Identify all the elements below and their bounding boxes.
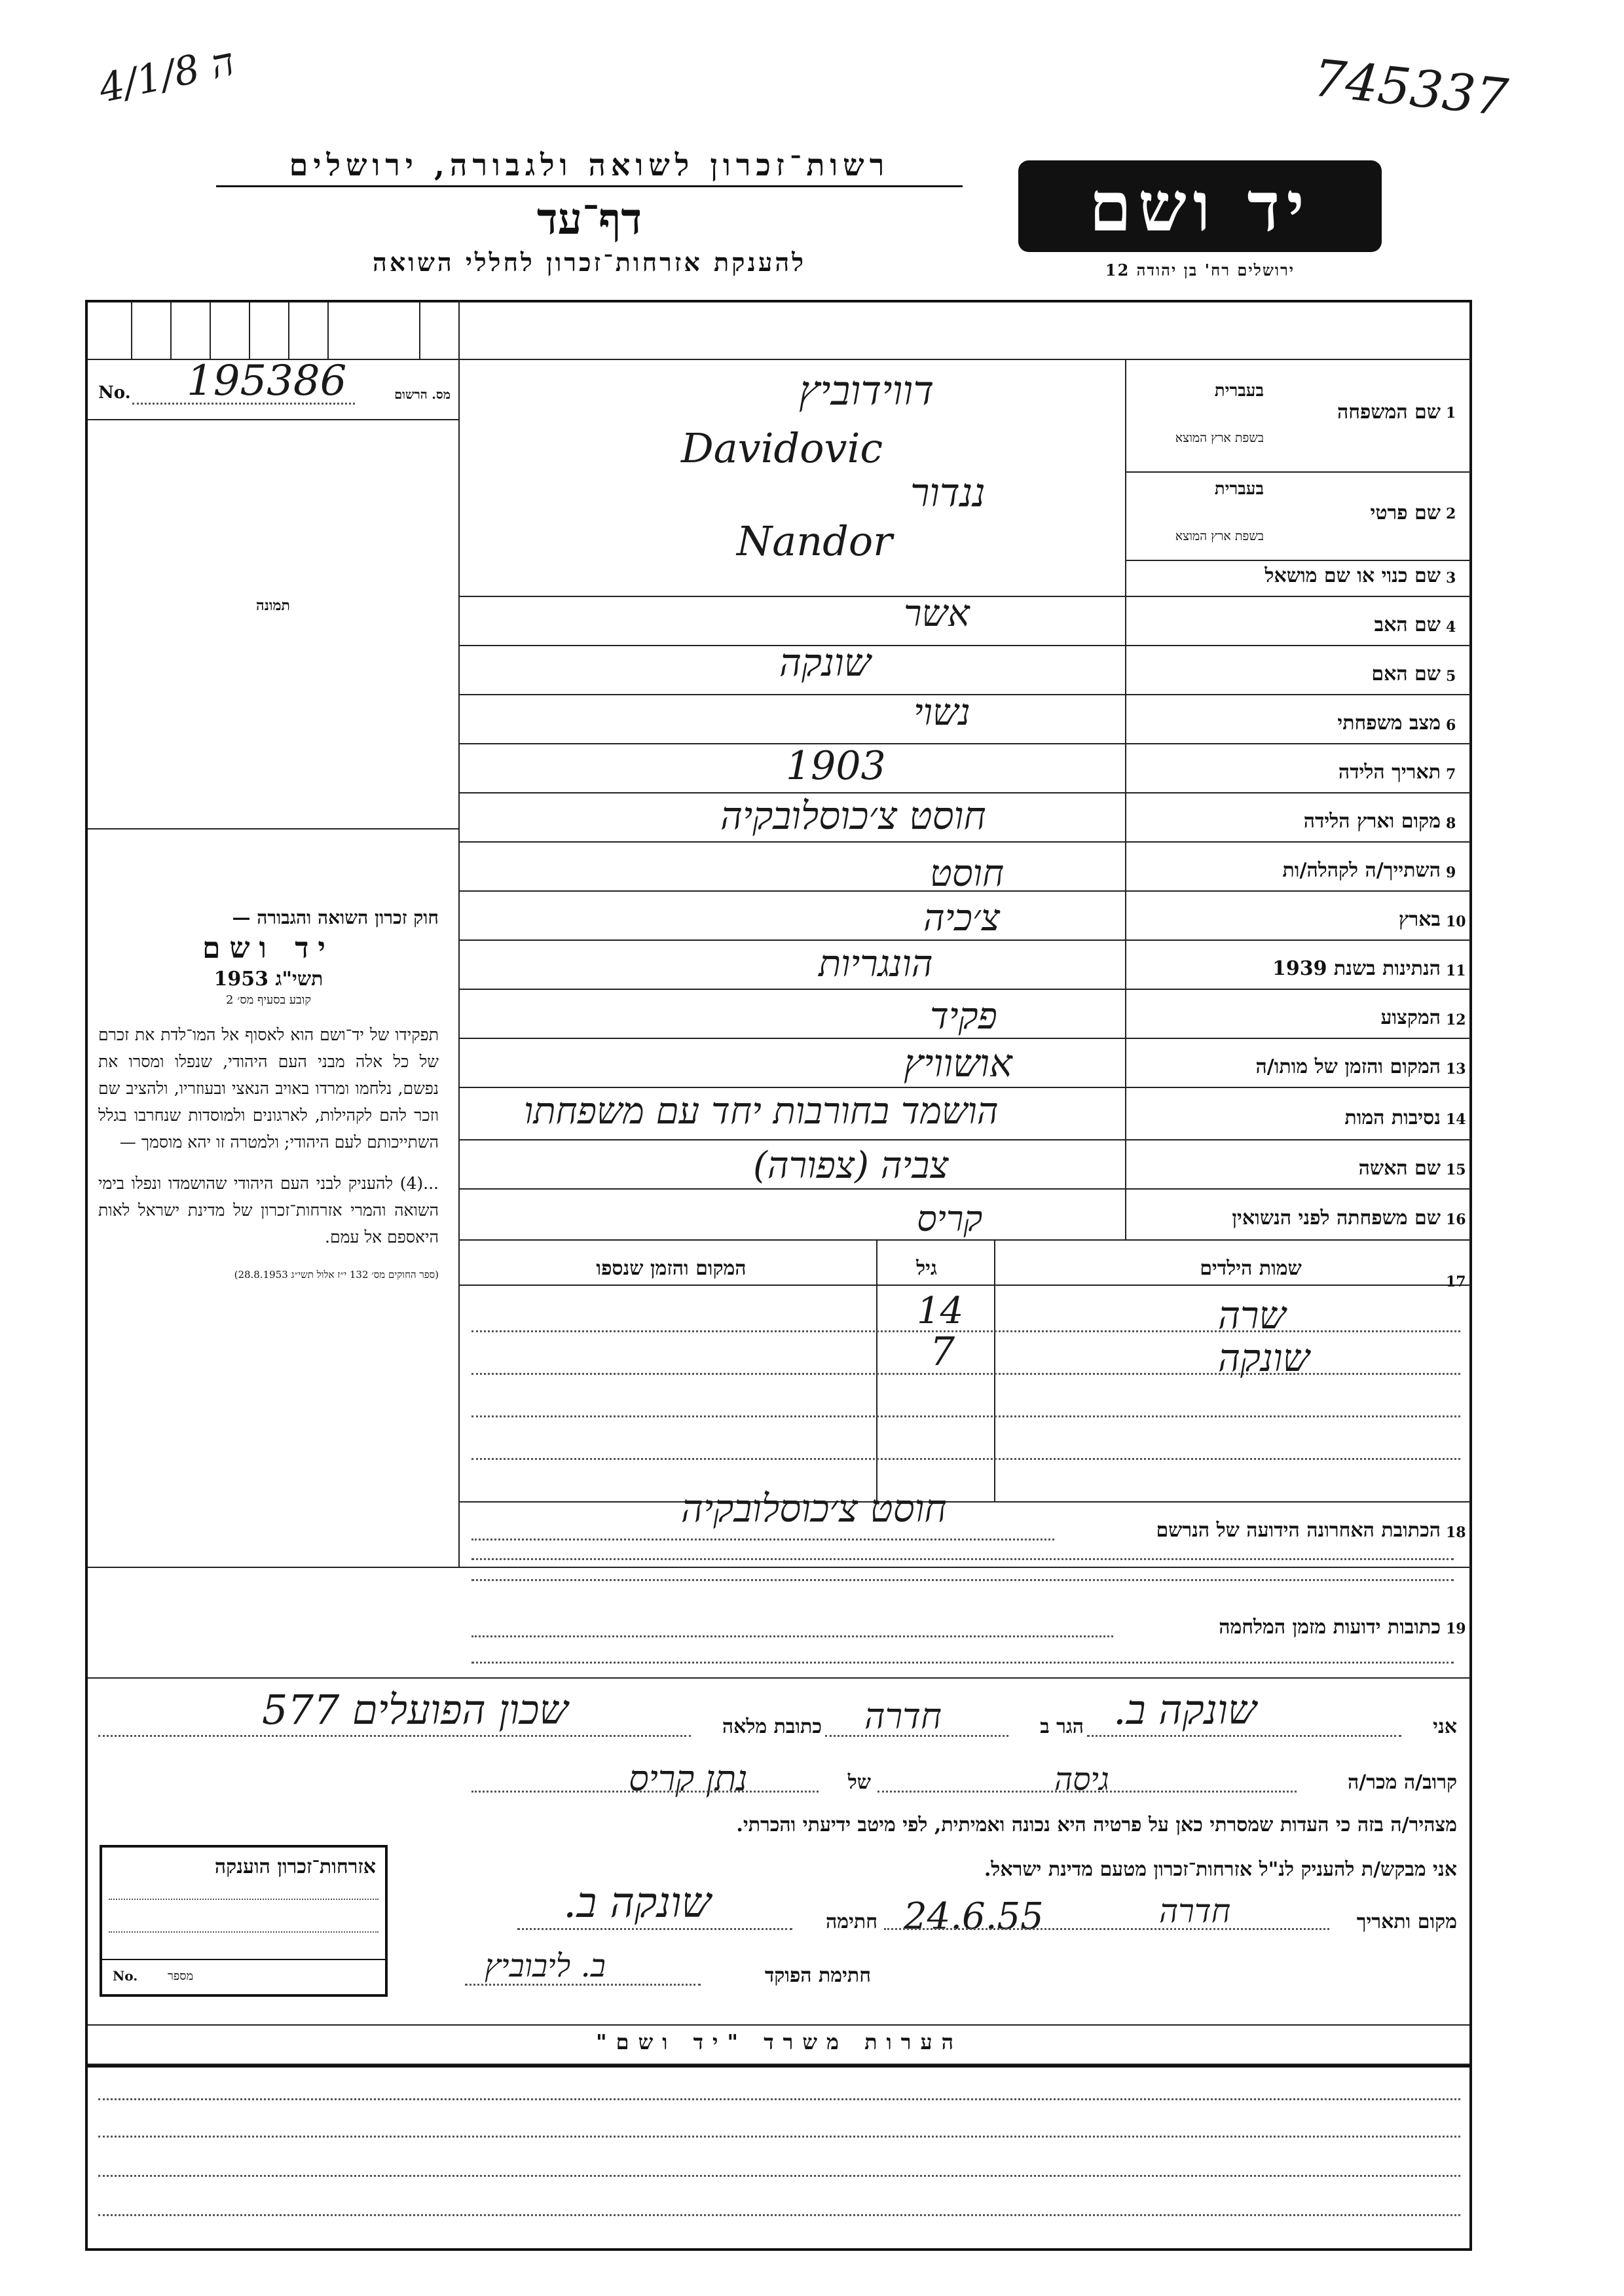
official-signature: ב. ליבוביץ <box>485 1948 606 1984</box>
child-2-age: 7 <box>930 1329 955 1375</box>
field-2-value-hebrew: ננדור <box>910 470 986 516</box>
field-2-label: שם פרטי <box>1370 501 1441 524</box>
form-title: דף־עד <box>536 193 642 244</box>
grant-box-number-label: מספר <box>168 1969 194 1983</box>
corner-handwriting-right: 745337 <box>1310 48 1511 128</box>
date-value: 24.6.55 <box>904 1895 1044 1938</box>
yad-vashem-logo <box>1018 160 1382 252</box>
declarant-address: שכון הפועלים 577 <box>262 1686 568 1734</box>
declarant-of-value: נתן קריס <box>629 1758 748 1799</box>
field-3-label: שם כנוי או שם מושאל <box>1264 564 1441 587</box>
field-10-label: בארץ <box>1398 908 1441 931</box>
field-19-number: 19 <box>1446 1620 1466 1637</box>
field-12-label: המקצוע <box>1380 1006 1441 1029</box>
grant-box <box>100 1845 388 1997</box>
field-13-label: המקום והזמן של מותו/ה <box>1255 1055 1441 1078</box>
field-4-number: 4 <box>1446 619 1456 636</box>
field-4-value: אשר <box>904 592 970 635</box>
field-7-label: תאריך הלידה <box>1338 761 1441 784</box>
field-7-number: 7 <box>1446 766 1456 783</box>
law-section: קובע בסעיף מס׳ 2 <box>226 993 311 1007</box>
field-2-sub-hebrew: בעברית <box>1214 479 1264 499</box>
label-column-divider <box>1125 359 1126 1239</box>
declarant-request: אני מבקש/ת להעניק לנ"ל אזרחות־זכרון מטעם מדינת ישראל. <box>984 1858 1457 1881</box>
field-2-sub-origin: בשפת ארץ המוצא <box>1175 529 1264 543</box>
children-header-place: המקום והזמן שנספו <box>596 1257 747 1280</box>
declarant-relative-label: קרוב/ה מכר/ה <box>1348 1771 1457 1794</box>
declarant-full-address-label: כתובת מלאה <box>722 1715 822 1738</box>
place-date-label: מקום ותאריך <box>1356 1910 1457 1933</box>
declarant-ani-label: אני <box>1433 1715 1457 1738</box>
grant-box-title: אזרחות־זכרון הוענקה <box>214 1855 376 1878</box>
law-excerpt <box>98 907 439 1284</box>
declarant-city: חדרה <box>864 1696 942 1737</box>
field-7-value: 1903 <box>786 743 886 789</box>
declarant-name: שונקה ב. <box>1113 1686 1257 1734</box>
field-13-number: 13 <box>1446 1061 1466 1078</box>
field-15-label: שם האשה <box>1358 1157 1441 1180</box>
field-11-value: הונגריות <box>819 943 933 985</box>
authority-line: רשות־זכרון לשואה ולגבורה, ירושלים <box>216 147 963 187</box>
corner-handwriting-left: 4/1/8 ה <box>95 39 239 112</box>
law-clause: ...(4) להעניק לבני העם היהודי שהושמדו ונפלו בימי השואה והמרי אזרחות־זכרון של מדינת ישראל לאות היאספם אל עמם. <box>98 1174 439 1247</box>
field-9-number: 9 <box>1446 864 1456 881</box>
signature-label: חתימה <box>826 1910 877 1933</box>
law-body: תפקידו של יד־ושם הוא לאסוף אל המו־לדת את זכרם של כל אלה מבני העם היהודי, שנפלו ומסרו את נפשם, נלחמו ומרדו באויב הנאצי ובעוזריו, ולהציב שם וזכר להם לקהילות, לארגונים ולמוסדות שנחרבו בגלל השתייכותם לעם היהודי; ולמטרה זו יהא מוסמך — <box>98 1025 439 1152</box>
law-citation: (ספר החוקים מס׳ 132 י״ז אלול תשי״ג 28.8.1953) <box>234 1269 439 1281</box>
registration-label: מס. הרשום <box>394 388 451 402</box>
field-11-label: הנתינות בשנת 1939 <box>1272 957 1441 980</box>
children-header-age: גיל <box>916 1257 937 1280</box>
declarant-of-label: של <box>847 1771 871 1794</box>
field-16-number: 16 <box>1446 1211 1466 1228</box>
field-1-label: שם המשפחה <box>1337 401 1441 424</box>
photo-label: תמונה <box>256 597 290 614</box>
field-8-label: מקום וארץ הלידה <box>1303 810 1441 833</box>
field-16-value: קריס <box>917 1198 983 1239</box>
field-5-label: שם האם <box>1371 663 1441 685</box>
field-8-number: 8 <box>1446 815 1456 832</box>
law-title: חוק זכרון השואה והגבורה — <box>232 907 439 928</box>
photo-placeholder <box>88 419 458 828</box>
field-6-value: נשוי <box>913 691 970 734</box>
field-17-number: 17 <box>1446 1273 1466 1290</box>
field-9-label: השתייך/ה לקהלה/ות <box>1282 859 1441 882</box>
field-18-number: 18 <box>1446 1524 1466 1541</box>
field-2-number: 2 <box>1446 505 1456 522</box>
field-1-value-hebrew: דווידוביץ <box>799 367 934 414</box>
field-6-label: מצב משפחתי <box>1337 712 1441 735</box>
office-notes-title: הערות משרד "יד ושם" <box>595 2030 963 2054</box>
field-3-number: 3 <box>1446 570 1456 587</box>
field-2-value-origin: Nandor <box>737 517 893 565</box>
child-1-age: 14 <box>917 1290 964 1332</box>
declarant-relation: גיסה <box>1054 1761 1109 1798</box>
field-5-number: 5 <box>1446 668 1456 685</box>
field-1-value-origin: Davidovic <box>681 424 883 472</box>
child-1-name: שרה <box>1218 1293 1286 1338</box>
address-line: ירושלים רח' בן יהודה 12 <box>1105 261 1295 280</box>
field-14-label: נסיבות המות <box>1344 1106 1441 1129</box>
field-1-number: 1 <box>1446 405 1456 422</box>
field-8-value: חוסט צ׳כוסלובקיה <box>720 793 986 838</box>
field-10-number: 10 <box>1446 913 1466 930</box>
law-year: תשי"ג 1953 <box>213 968 323 991</box>
field-19-label: כתובות ידועות מזמן המלחמה <box>1219 1616 1441 1639</box>
office-notes-frame <box>85 2022 1472 2251</box>
field-9-value: חוסט <box>930 852 1005 895</box>
field-18-label: הכתובת האחרונה הידועה של הנרשם <box>1156 1519 1441 1542</box>
declarant-resides-label: הגר ב <box>1040 1715 1084 1738</box>
field-13-value: אושוויץ <box>904 1041 1012 1085</box>
law-name: יד ושם <box>202 932 335 965</box>
logo-text: יד ושם <box>1089 166 1311 247</box>
form-subtitle: להענקת אזרחות־זכרון לחללי השואה <box>372 247 807 277</box>
place-value: חדרה <box>1159 1892 1231 1930</box>
field-18-value: חוסט צ׳כוסלובקיה <box>681 1486 947 1531</box>
declarant-signature: שונקה ב. <box>563 1879 711 1927</box>
field-15-value: צביה (צפורה) <box>753 1144 949 1187</box>
child-2-name: שונקה <box>1218 1336 1310 1380</box>
field-15-number: 15 <box>1446 1161 1466 1178</box>
field-1-sub-origin: בשפת ארץ המוצא <box>1175 431 1264 445</box>
declarant-statement: מצהיר/ה בזה כי העדות שמסרתי כאן על פרטיה היא נכונה ואמיתית, לפי מיטב ידיעתי והכרתי. <box>736 1813 1457 1836</box>
children-header-names: שמות הילדים <box>1200 1257 1302 1280</box>
field-10-value: צ׳כיה <box>923 897 1001 939</box>
field-1-sub-hebrew: בעברית <box>1214 381 1264 401</box>
field-11-number: 11 <box>1446 962 1466 979</box>
field-16-label: שם משפחתה לפני הנשואין <box>1232 1207 1441 1230</box>
field-14-value: הושמד בחורבות יחד עם משפחתו <box>524 1090 999 1133</box>
registration-number: 195386 <box>187 357 347 405</box>
field-6-number: 6 <box>1446 717 1456 734</box>
left-column-divider <box>458 300 460 1567</box>
field-12-number: 12 <box>1446 1011 1466 1029</box>
field-5-value: שונקה <box>779 640 871 685</box>
grant-box-no-label: No. <box>113 1968 138 1984</box>
registration-no-label: No. <box>98 383 131 403</box>
field-4-label: שם האב <box>1374 613 1441 636</box>
official-signature-label: חתימת הפוקד <box>764 1964 871 1987</box>
field-14-number: 14 <box>1446 1111 1466 1128</box>
field-12-value: פקיד <box>930 995 997 1038</box>
